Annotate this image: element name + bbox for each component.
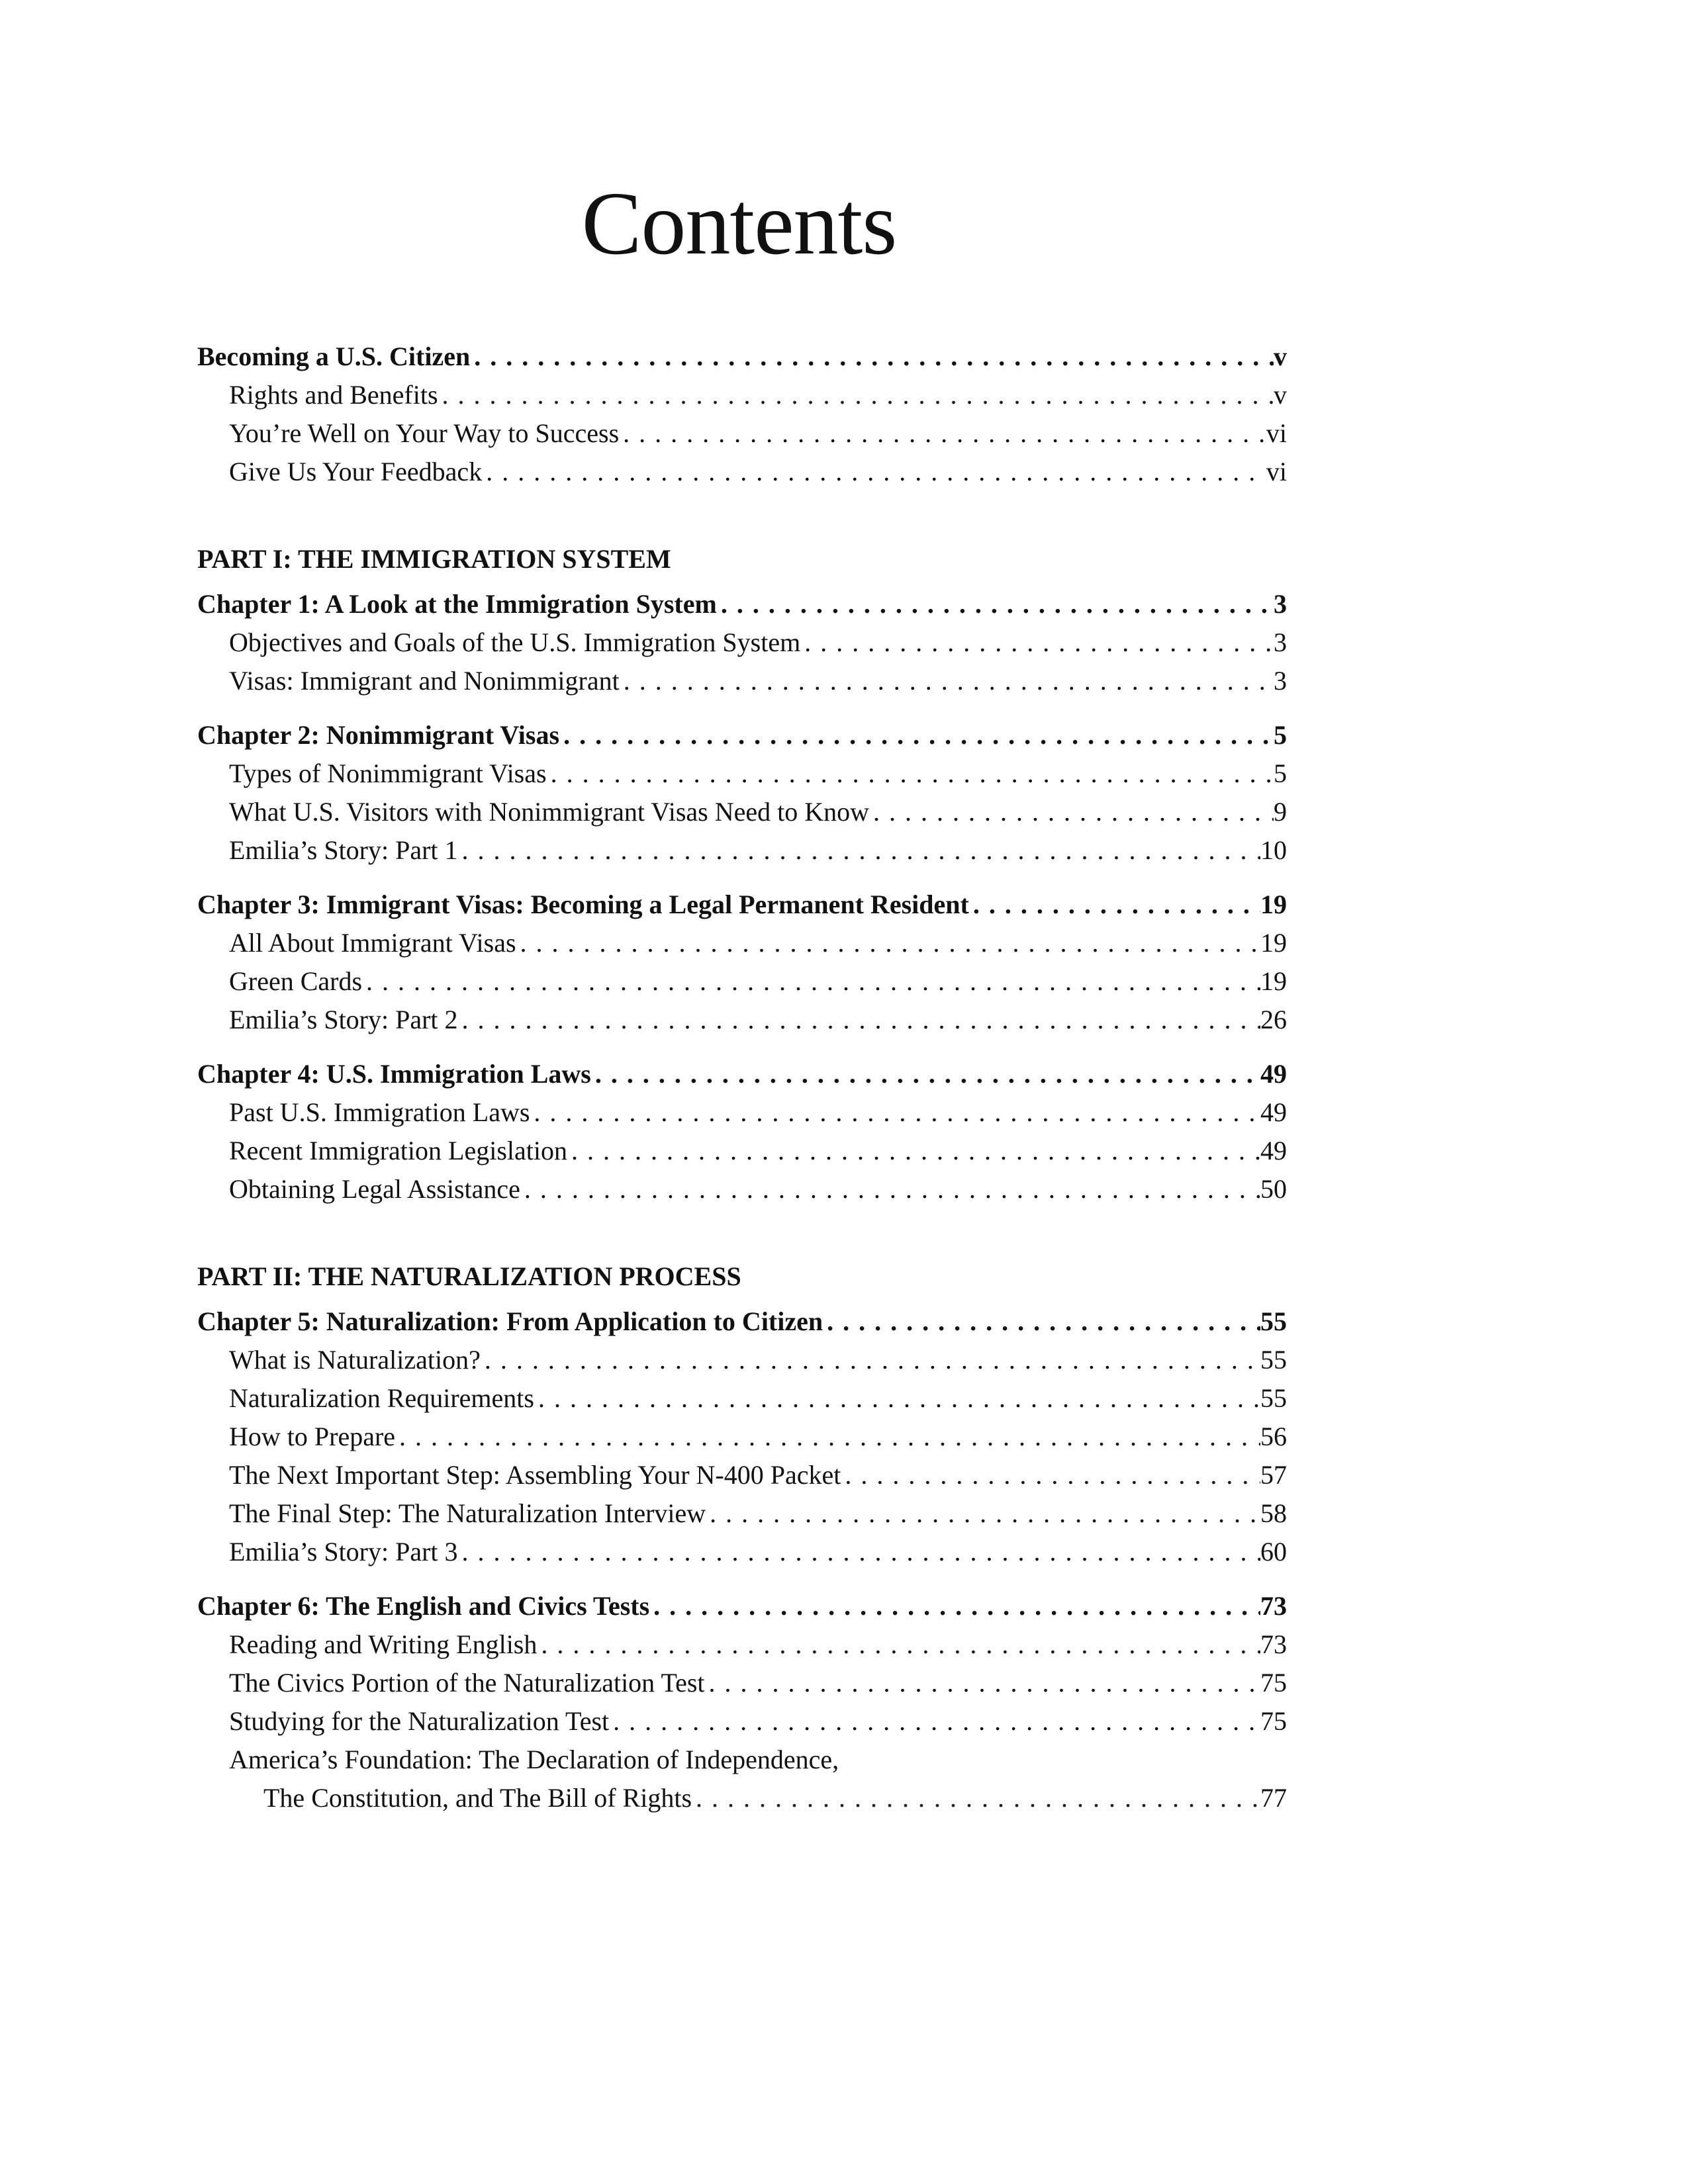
table-of-contents	[197, 338, 1287, 1817]
toc-page-number: v	[1274, 341, 1287, 371]
toc-entry[interactable]	[197, 1093, 1287, 1132]
toc-chapter-1[interactable]	[197, 585, 1287, 623]
toc-entry-label: What U.S. Visitors with Nonimmigrant Visas Need to Know	[229, 797, 869, 827]
dot-leader	[567, 1132, 1260, 1170]
toc-chapter-2[interactable]	[197, 716, 1287, 754]
dot-leader	[534, 1379, 1260, 1418]
part-title-naturalization-process: PART II: THE NATURALIZATION PROCESS	[197, 1261, 741, 1291]
toc-page-number: 19	[1260, 966, 1287, 996]
dot-leader	[706, 1494, 1260, 1533]
toc-entry-label: Green Cards	[229, 966, 363, 996]
toc-page-number: 56	[1260, 1422, 1287, 1451]
dot-leader	[717, 585, 1274, 623]
toc-entry[interactable]	[197, 376, 1287, 414]
toc-page-number: 50	[1260, 1174, 1287, 1204]
toc-entry[interactable]	[197, 831, 1287, 870]
toc-chapter-6[interactable]	[197, 1587, 1287, 1625]
toc-entry-label: Rights and Benefits	[229, 380, 438, 410]
dot-leader	[458, 831, 1260, 870]
toc-entry-label: Types of Nonimmigrant Visas	[229, 758, 547, 788]
dot-leader	[559, 716, 1274, 754]
toc-entry[interactable]	[197, 754, 1287, 793]
dot-leader	[547, 754, 1274, 793]
dot-leader	[470, 338, 1274, 376]
toc-chapter-4[interactable]	[197, 1055, 1287, 1093]
part-title-immigration-system: PART I: THE IMMIGRATION SYSTEM	[197, 544, 671, 574]
dot-leader	[620, 662, 1274, 700]
toc-entry[interactable]	[197, 1418, 1287, 1456]
toc-entry-label: Emilia’s Story: Part 2	[229, 1005, 458, 1034]
toc-page-number: 77	[1260, 1783, 1287, 1813]
toc-entry-wrapped-line1[interactable]: America’s Foundation: The Declaration of Independence,	[229, 1745, 839, 1774]
toc-page-number: 55	[1260, 1306, 1287, 1336]
dot-leader	[705, 1664, 1260, 1702]
toc-chapter-label: Chapter 1: A Look at the Immigration System	[197, 589, 717, 619]
dot-leader	[516, 924, 1260, 962]
dot-leader	[591, 1055, 1260, 1093]
toc-entry[interactable]	[197, 1533, 1287, 1571]
toc-page-number: 73	[1260, 1629, 1287, 1659]
toc-page-number: vi	[1266, 457, 1287, 486]
toc-page-number: 49	[1260, 1097, 1287, 1127]
dot-leader	[841, 1456, 1260, 1494]
toc-page-number: 26	[1260, 1005, 1287, 1034]
toc-entry-label: Studying for the Naturalization Test	[229, 1706, 610, 1736]
toc-entry-label: The Constitution, and The Bill of Rights	[263, 1783, 692, 1813]
dot-leader	[649, 1587, 1260, 1625]
toc-page-number: v	[1274, 380, 1287, 410]
dot-leader	[869, 793, 1274, 831]
toc-chapter-label: Chapter 5: Naturalization: From Application to Citizen	[197, 1306, 823, 1336]
toc-page-number: 58	[1260, 1498, 1287, 1528]
toc-entry[interactable]	[197, 1494, 1287, 1533]
dot-leader	[800, 623, 1274, 662]
toc-entry-label: What is Naturalization?	[229, 1345, 481, 1375]
toc-page-number: 73	[1260, 1591, 1287, 1621]
toc-entry[interactable]	[197, 1702, 1287, 1741]
dot-leader	[823, 1302, 1260, 1341]
toc-entry[interactable]	[197, 1001, 1287, 1039]
toc-entry[interactable]	[197, 793, 1287, 831]
toc-heading-becoming-citizen[interactable]	[197, 338, 1287, 376]
toc-entry[interactable]	[197, 962, 1287, 1001]
toc-entry-label: Obtaining Legal Assistance	[229, 1174, 520, 1204]
toc-entry-label: All About Immigrant Visas	[229, 928, 516, 958]
dot-leader	[537, 1625, 1260, 1664]
toc-entry[interactable]	[197, 662, 1287, 700]
toc-entry[interactable]	[197, 453, 1287, 491]
toc-entry-label: Reading and Writing English	[229, 1629, 538, 1659]
toc-entry[interactable]	[197, 1341, 1287, 1379]
toc-entry-label: The Final Step: The Naturalization Interview	[229, 1498, 706, 1528]
toc-page-number: 55	[1260, 1383, 1287, 1413]
toc-page-number: 5	[1274, 720, 1287, 750]
toc-entry-label: Give Us Your Feedback	[229, 457, 483, 486]
toc-page-number: 3	[1274, 627, 1287, 657]
dot-leader	[481, 1341, 1260, 1379]
toc-page-number: 9	[1274, 797, 1287, 827]
toc-entry[interactable]	[197, 1456, 1287, 1494]
toc-entry-label: Emilia’s Story: Part 1	[229, 835, 458, 865]
toc-entry-label: Visas: Immigrant and Nonimmigrant	[229, 666, 620, 696]
toc-chapter-label: Chapter 3: Immigrant Visas: Becoming a Legal Permanent Resident	[197, 889, 969, 919]
toc-entry[interactable]	[197, 1170, 1287, 1208]
toc-chapter-label: Chapter 4: U.S. Immigration Laws	[197, 1059, 591, 1089]
dot-leader	[362, 962, 1260, 1001]
toc-entry-wrapped-line2[interactable]	[197, 1779, 1287, 1817]
toc-entry[interactable]	[197, 1625, 1287, 1664]
toc-entry[interactable]	[197, 924, 1287, 962]
toc-page-number: 10	[1260, 835, 1287, 865]
toc-entry-label: The Civics Portion of the Naturalization Test	[229, 1668, 705, 1698]
toc-entry-label: Emilia’s Story: Part 3	[229, 1537, 458, 1567]
dot-leader	[530, 1093, 1260, 1132]
toc-heading-label: Becoming a U.S. Citizen	[197, 341, 471, 371]
toc-entry-label: Past U.S. Immigration Laws	[229, 1097, 530, 1127]
toc-chapter-label: Chapter 6: The English and Civics Tests	[197, 1591, 650, 1621]
toc-page-number: 49	[1260, 1136, 1287, 1165]
dot-leader	[458, 1533, 1260, 1571]
toc-entry-label: How to Prepare	[229, 1422, 396, 1451]
toc-page-number: 5	[1274, 758, 1287, 788]
toc-entry-label: Recent Immigration Legislation	[229, 1136, 567, 1165]
toc-entry-label: You’re Well on Your Way to Success	[229, 418, 620, 448]
toc-chapter-label: Chapter 2: Nonimmigrant Visas	[197, 720, 560, 750]
toc-entry[interactable]	[197, 414, 1287, 453]
toc-page-number: 75	[1260, 1668, 1287, 1698]
toc-page-number: 57	[1260, 1460, 1287, 1490]
toc-entry[interactable]	[197, 1379, 1287, 1418]
toc-entry-label: Objectives and Goals of the U.S. Immigration System	[229, 627, 801, 657]
toc-chapter-3[interactable]	[197, 886, 1287, 924]
dot-leader	[482, 453, 1266, 491]
dot-leader	[969, 886, 1260, 924]
toc-entry-label: The Next Important Step: Assembling Your N-400 Packet	[229, 1460, 841, 1490]
toc-page-number: 60	[1260, 1537, 1287, 1567]
toc-entry-label: Naturalization Requirements	[229, 1383, 534, 1413]
dot-leader	[395, 1418, 1260, 1456]
dot-leader	[520, 1170, 1260, 1208]
dot-leader	[458, 1001, 1260, 1039]
page-title: Contents	[581, 174, 897, 273]
toc-page-number: 55	[1260, 1345, 1287, 1375]
toc-page-number: 49	[1260, 1059, 1287, 1089]
toc-page-number: 3	[1274, 589, 1287, 619]
toc-entry[interactable]	[197, 1664, 1287, 1702]
toc-entry[interactable]	[197, 1132, 1287, 1170]
dot-leader	[619, 414, 1266, 453]
toc-page-number: vi	[1266, 418, 1287, 448]
toc-entry[interactable]	[197, 623, 1287, 662]
toc-page-number: 3	[1274, 666, 1287, 696]
toc-chapter-5[interactable]	[197, 1302, 1287, 1341]
dot-leader	[692, 1779, 1260, 1817]
dot-leader	[438, 376, 1274, 414]
dot-leader	[609, 1702, 1260, 1741]
toc-page-number: 19	[1260, 889, 1287, 919]
toc-page-number: 75	[1260, 1706, 1287, 1736]
toc-page-number: 19	[1260, 928, 1287, 958]
